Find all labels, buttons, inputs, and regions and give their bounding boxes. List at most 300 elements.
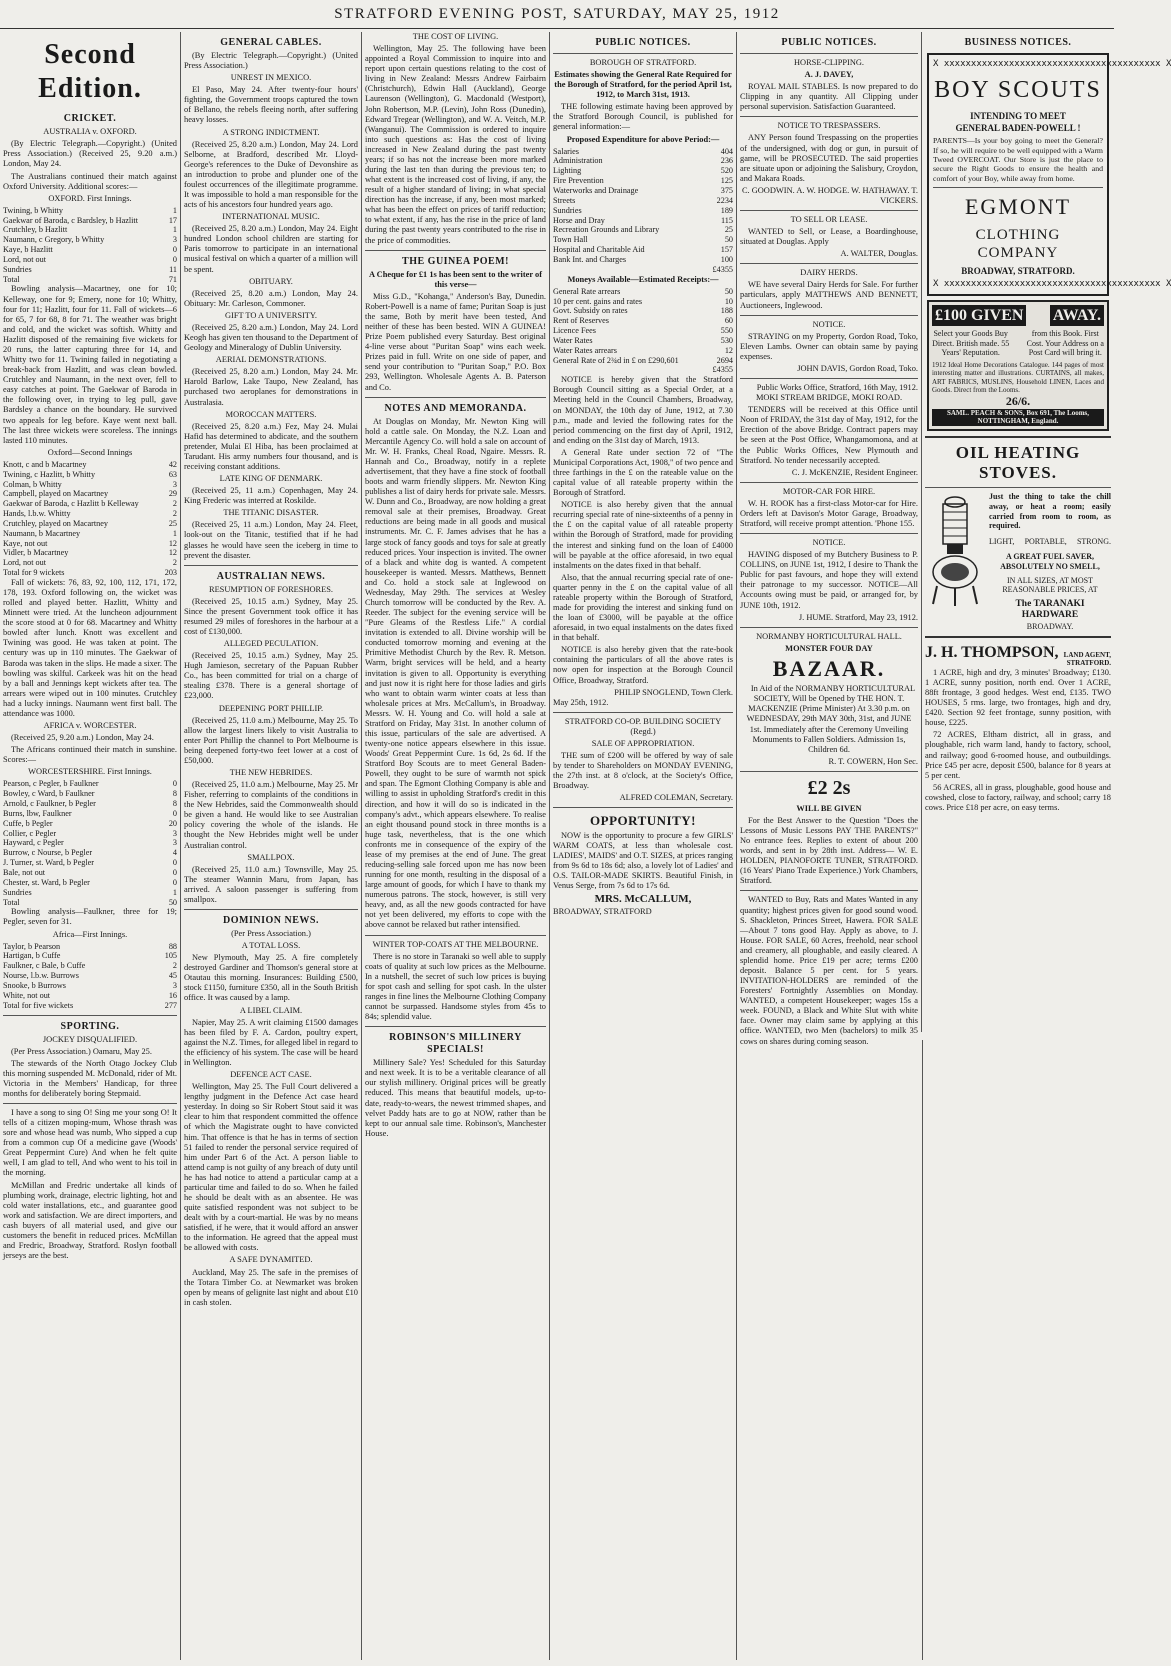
paragraph: NOTICE is also hereby given that the rate-book containing the particulars of all the above rates is now open for inspection at the Borough Council Office, Broadway, Stratford. xyxy=(553,645,733,685)
subheading: A Cheque for £1 1s has been sent to the writer of this verse— xyxy=(369,269,542,289)
ad-title: CLOTHING COMPANY xyxy=(975,227,1061,262)
thompson-header xyxy=(925,643,1111,668)
table-row xyxy=(553,235,733,245)
player: Crutchley, played on Macartney xyxy=(3,518,108,528)
byline: (Per Press Association.) Oamaru, May 25. xyxy=(11,1046,152,1056)
player: Total for five wickets xyxy=(3,1000,74,1010)
item: Rent of Reserves xyxy=(553,316,609,326)
runs: 50 xyxy=(168,897,177,907)
item: Horse and Dray xyxy=(553,215,605,225)
subheading: DEEPENING PORT PHILLIP. xyxy=(218,703,324,713)
divider xyxy=(553,712,733,713)
ad-address: SAML. PEACH & SONS, Box 691, The Looms, NOTTINGHAM, England. xyxy=(932,409,1104,426)
ad-feature: ABSOLUTELY NO SMELL, xyxy=(1000,561,1100,571)
player: Gaekwar of Baroda, c Hazlitt b Kelleway xyxy=(3,499,139,509)
runs: 0 xyxy=(172,245,177,255)
table-row xyxy=(553,265,733,275)
divider xyxy=(740,315,918,316)
scorecard xyxy=(3,779,177,907)
address: BROADWAY, STRATFORD xyxy=(553,906,652,916)
ad-title: BOY SCOUTS xyxy=(934,76,1102,103)
player: Hayward, c Pegler xyxy=(3,838,64,848)
player: Cuffe, b Pegler xyxy=(3,818,53,828)
score-row xyxy=(3,548,177,558)
table-row xyxy=(553,245,733,255)
runs: 17 xyxy=(168,215,177,225)
scorecard xyxy=(3,942,177,1011)
runs: 105 xyxy=(164,951,177,961)
paragraph: (Received 25, 11 a.m.) London, May 24. Fleet, look-out on the Titanic, testified that if he had glasses he would have seen the iceberg in time to prevent the disaster. xyxy=(184,520,358,560)
item: Lighting xyxy=(553,166,582,176)
player: Burns, lbw, Faulkner xyxy=(3,808,72,818)
peach-ad xyxy=(927,300,1109,431)
subheading: MONSTER FOUR DAY xyxy=(785,643,873,653)
column-4 xyxy=(550,32,736,1660)
player: Total for 9 wickets xyxy=(3,568,65,578)
scorecard xyxy=(3,460,177,578)
subheading: A SAFE DYNAMITED. xyxy=(229,1255,313,1265)
player: Hands, l.b.w. Whitty xyxy=(3,509,71,519)
paragraph: (Received 25, 11.0 a.m.) Melbourne, May 25. To allow the largest liners likely to visit Australia to enter Port Phillip the channel to Port Melbourne is being deepened forty-two feet lower at a cost of £50,000. xyxy=(184,715,358,765)
runs: 3 xyxy=(172,838,177,848)
paragraph: The Africans continued their match in sunshine. Scores:— xyxy=(3,745,177,765)
runs: 20 xyxy=(168,818,177,828)
score-row xyxy=(3,971,177,981)
receipts-table xyxy=(553,287,733,376)
player: Gaekwar of Baroda, c Bardsley, b Hazlitt xyxy=(3,215,138,225)
paragraph: THE sum of £200 will be offered by way of sale by tender to Shareholders on MONDAY EVENING, the 27th inst. at 8 o'clock, at the Society's Office, Broadway. xyxy=(553,751,733,791)
subheading: NORMANBY HORTICULTURAL HALL. xyxy=(756,631,902,641)
paragraph: In Aid of the NORMANBY HORTICULTURAL SOCIETY, Will be Opened by THE HON. T. MACKENZIE (Prime Minister) At 3.30 p.m. on WEDNESDAY, 29th MAY 30th, 31st, and JUNE 1st. Immediately after the Ceremony Unveiling Monuments to Fallen Soldiers. Admission 1s, Children 6d. xyxy=(746,684,916,754)
divider xyxy=(184,565,358,566)
section-heading: CRICKET. xyxy=(63,113,117,125)
score-row xyxy=(3,951,177,961)
table-row xyxy=(553,216,733,226)
runs: 11 xyxy=(169,264,177,274)
runs: 2 xyxy=(172,499,177,509)
subheading: A STRONG INDICTMENT. xyxy=(222,127,320,137)
item: Administration xyxy=(553,156,603,166)
amount: 100 xyxy=(720,254,733,264)
byline: (By Electric Telegraph.—Copyright.) (United Press Association.) xyxy=(184,51,358,71)
signature: A. WALTER, Douglas. xyxy=(840,249,918,259)
player: Naumann, b Macartney xyxy=(3,528,81,538)
runs: 203 xyxy=(164,568,177,578)
subheading: DAIRY HERDS. xyxy=(800,268,858,278)
runs: 4 xyxy=(172,848,177,858)
score-row xyxy=(3,265,177,275)
score-row xyxy=(3,809,177,819)
runs: 1 xyxy=(172,225,177,235)
item: Sundries xyxy=(553,205,582,215)
section-heading: AUSTRALIAN NEWS. xyxy=(216,570,326,582)
amount: 530 xyxy=(720,335,733,345)
player: White, not out xyxy=(3,990,51,1000)
column-divider xyxy=(922,1040,923,1660)
player: Bale, not out xyxy=(3,868,46,878)
runs: 42 xyxy=(168,459,177,469)
amount: 550 xyxy=(720,326,733,336)
paragraph: (Received 25, 8.20 a.m.) Fez, May 24. Mulai Hafid has determined to abdicate, and the southern pretender, Mulai El Hiba, has been proclaimed at Tarudant. His army numbers four thousand, and is receiving constant additions. xyxy=(184,421,358,471)
subheading: THE TITANIC DISASTER. xyxy=(223,508,319,518)
runs: 29 xyxy=(168,489,177,499)
player: Snooke, b Burrows xyxy=(3,981,66,990)
runs: 277 xyxy=(164,1000,177,1010)
divider xyxy=(553,53,733,54)
item: Licence Fees xyxy=(553,326,596,336)
byline: (Per Press Association.) xyxy=(231,929,311,939)
divider xyxy=(740,627,918,628)
divider xyxy=(740,378,918,379)
ad-title: AWAY. xyxy=(1050,305,1104,326)
divider xyxy=(365,935,546,936)
paragraph: WE have several Dairy Herds for Sale. For further particulars, apply MATTHEWS AND BENNETT, Auctioneers, Inglewood. xyxy=(740,280,918,310)
amount: £4355 xyxy=(712,264,733,274)
paragraph: (Received 25, 8.20 a.m.) London, May 24. Eight hundred London school children are starting for Paris tomorrow to participate in an international musical festival on which a quarter of a million will be spent. xyxy=(184,224,358,274)
item: Salaries xyxy=(553,146,579,156)
table-row xyxy=(553,326,733,336)
subheading: SALE OF APPROPRIATION. xyxy=(591,738,695,748)
paragraph: NOTICE is hereby given that the Stratford Borough Council sitting as a Special Order, at a Meeting held in the Council Chambers, Broadway, on MONDAY, the 10th day of June, 1912, at 7.30 p.m., made and levied the following rates for the period commencing on the first day of April, 1912, and ending on the 31st day of March, 1913. xyxy=(553,375,733,445)
runs: 1 xyxy=(172,887,177,897)
subheading: NOTICE TO TRESPASSERS. xyxy=(777,121,881,131)
table-row xyxy=(553,255,733,265)
divider xyxy=(740,53,918,54)
runs: 1 xyxy=(172,205,177,215)
subheading: GIFT TO A UNIVERSITY. xyxy=(225,310,317,320)
paragraph: Auckland, May 25. The safe in the premises of the Totara Timber Co. at Newmarket was broken open by means of gelignite last night and about £10 in cash stolen. xyxy=(184,1267,358,1307)
paragraph: Miss G.D., "Kohanga," Anderson's Bay, Dunedin. Robert-Powell is a name of fame; Puritan Soap is just the same, Both by merit have been tested, And neither of these has been bested. WIN A GUINEA! Prize Poem published every Saturday. Best original 4-line verse about "Puritan Soap" wins each week. Prizes paid in full. Write on one side of paper, and send your contribution to "Puritan Soap," P.O. Box 293, Wellington. Wholesale Agents A. B. Paterson and Co. xyxy=(365,291,546,392)
signature: ALFRED COLEMAN, Secretary. xyxy=(619,793,733,803)
amount: 2234 xyxy=(716,195,733,205)
player: Taylor, b Pearson xyxy=(3,941,61,951)
poem: I have a song to sing O! Sing me your song O! It tells of a citizen moping-mum, Whose thrash was sore and whose head was numb, Who sipped a cup from a common cup Of a medicine gave (Woods' Great Peppermint Cure) And when he felt quite well, I am glad to tell, And who went to his toil in the morning. xyxy=(3,1108,177,1178)
ad-text: 1912 Ideal Home Decorations Catalogue. 144 pages of most interesting matter and illustrations. CURTAINS, all makes, ART FABRICS, MUSLINS, Household LINEN, Laces and Goods. Direct from the Looms. xyxy=(932,360,1104,395)
subheading: MOROCCAN MATTERS. xyxy=(225,409,317,419)
score-row xyxy=(3,509,177,519)
ad-text: Just the thing to take the chill away, or heat a room; easily carried from room to room, as required. xyxy=(989,492,1111,531)
item: Govt. Subsidy on rates xyxy=(553,306,628,316)
column-5 xyxy=(737,32,921,1660)
score-row xyxy=(3,819,177,829)
player: Sundries xyxy=(3,264,32,274)
item xyxy=(553,265,707,275)
runs: 0 xyxy=(172,779,177,789)
subheading: Proposed Expenditure for above Period:— xyxy=(566,134,720,144)
oil-ad xyxy=(925,492,1111,631)
player: Kaye, not out xyxy=(3,538,48,548)
runs: 45 xyxy=(168,971,177,981)
player: Lord, not out xyxy=(3,558,46,568)
item: Streets xyxy=(553,195,576,205)
subheading: LATE KING OF DENMARK. xyxy=(219,474,323,484)
masthead: STRATFORD EVENING POST, SATURDAY, MAY 25, 1912 xyxy=(0,2,1114,29)
subheading: OXFORD. First Innings. xyxy=(48,193,132,203)
column-2 xyxy=(181,32,361,1660)
divider xyxy=(933,187,1103,188)
table-row xyxy=(553,306,733,316)
amount: 25 xyxy=(724,225,733,235)
player: Kaye, b Hazlitt xyxy=(3,245,53,255)
runs: 3 xyxy=(172,828,177,838)
section-heading: SPORTING. xyxy=(60,1020,120,1032)
runs: 0 xyxy=(172,808,177,818)
ad-header xyxy=(932,305,1104,326)
subheading: THE COST OF LIVING. xyxy=(412,32,499,41)
score-row xyxy=(3,878,177,888)
table-row xyxy=(553,147,733,157)
ad-title: £100 GIVEN xyxy=(932,305,1026,326)
section-heading: ROBINSON'S MILLINERY SPECIALS! xyxy=(389,1032,522,1056)
subheading: OBITUARY. xyxy=(249,276,293,286)
subheading: STRATFORD CO-OP. BUILDING SOCIETY (Regd.) xyxy=(564,716,722,736)
table-row xyxy=(553,156,733,166)
boy-scouts-ad xyxy=(927,53,1171,296)
runs: 3 xyxy=(172,479,177,489)
item: Hospital and Charitable Aid xyxy=(553,245,645,255)
item xyxy=(553,365,707,375)
table-row xyxy=(553,196,733,206)
paragraph: ANY Person found Trespassing on the properties of the undersigned, with dog or gun, in pursuit of game, will be PROSECUTED. The said properties are situate upon or adjoining the Salisbury, Croydon, and Makara Roads. xyxy=(740,133,918,183)
paragraph: (Received 25, 11.0 a.m.) Townsville, May 25. The steamer Wannin Maru, from Japan, has arrived. A saloon passenger is suffering from smallpox. xyxy=(184,864,358,904)
score-row xyxy=(3,245,177,255)
section-heading: PUBLIC NOTICES. xyxy=(781,37,877,48)
table-row xyxy=(553,336,733,346)
paragraph: NOTICE is also hereby given that the annual recurring special rate of nine-sixteenths of a penny in the £ on the capital value of all rateable property within the Borough of Stratford, made for providing the interest and sinking fund on the loan of £4000 will be payable at the office aforesaid, in two equal instalments on the dates fixed in that behalf. xyxy=(553,500,733,570)
divider xyxy=(740,771,918,772)
score-row xyxy=(3,206,177,216)
paragraph: W. H. ROOK has a first-class Motor-car for Hire. Orders left at Davison's Motor Garage, Broadway, Stratford, will receive prompt attention. 'Phone 155. xyxy=(740,498,918,528)
ad-title: OIL HEATING STOVES. xyxy=(955,442,1081,482)
score-row xyxy=(3,848,177,858)
player: Sundries xyxy=(3,887,32,897)
signature: JOHN DAVIS, Gordon Road, Toko. xyxy=(797,363,918,373)
subheading: ALLEGED PECULATION. xyxy=(223,639,319,649)
signature: C. GOODWIN. A. W. HODGE. W. HATHAWAY. T. VICKERS. xyxy=(741,185,918,205)
divider xyxy=(3,1103,177,1104)
score-row xyxy=(3,838,177,848)
table-row xyxy=(553,176,733,186)
item: Waterworks and Drainage xyxy=(553,186,639,195)
paragraph: (Received 25, 8.20 a.m.) London, May 24. Mr. Harold Barlow, Lake Taupo, New Zealand, has purchased two aeroplanes for demonstrations in Australasia. xyxy=(184,367,358,407)
paragraph: For the Best Answer to the Question "Does the Lessons of Music Lessons PAY THE PARENTS?" No entrance fees. Replies to extent of about 200 words, and sent in by 28th inst. Address— W. E. HOLDEN, PIANOFORTE TUNER, STRATFORD. (16 Years' Piano Trade Experience.) York Chambers, Stratford. xyxy=(740,815,918,886)
ad-subtitle: INTENDING TO MEET xyxy=(970,110,1066,121)
runs: 3 xyxy=(172,981,177,990)
item: Fire Prevention xyxy=(553,176,604,186)
score-row xyxy=(3,480,177,490)
table-row xyxy=(553,206,733,216)
score-row xyxy=(3,779,177,789)
divider xyxy=(925,436,1111,438)
runs: 88 xyxy=(168,941,177,951)
table-row xyxy=(553,186,733,196)
column-1 xyxy=(0,32,180,1660)
subheading: JOCKEY DISQUALIFIED. xyxy=(42,1034,138,1044)
amount: 236 xyxy=(720,156,733,166)
signature: J. HUME. Stratford, May 23, 1912. xyxy=(798,612,918,622)
item: Water Rates arrears xyxy=(553,345,617,355)
subheading: AERIAL DEMONSTRATIONS. xyxy=(215,355,327,365)
runs: 12 xyxy=(168,538,177,548)
ad-address: BROADWAY. xyxy=(1026,621,1074,631)
paragraph: (Received 25, 11 a.m.) Copenhagen, May 24. King Frederic was interred at Roskilde. xyxy=(184,486,358,506)
runs: 25 xyxy=(168,518,177,528)
ad-heading: OPPORTUNITY! xyxy=(590,813,696,829)
score-row xyxy=(3,961,177,971)
prize-amount: £2 2s xyxy=(807,776,851,799)
player: Twining, c Hazlitt, b Whitty xyxy=(3,469,96,479)
paragraph: Bowling analysis—Faulkner, three for 19; Pegler, seven for 31. xyxy=(3,907,177,927)
paragraph: The stewards of the North Otago Jockey Club this morning suspended M. McDonald, rider of Mt. Victoria in the Members' Handicap, for three months for deliberately boring Stepmaid. xyxy=(3,1058,177,1098)
player: Bowley, c Ward, b Faulkner xyxy=(3,789,95,799)
table-row xyxy=(553,356,733,366)
player: Chester, st. Ward, b Pegler xyxy=(3,877,90,887)
divider xyxy=(3,1015,177,1016)
score-row xyxy=(3,216,177,226)
score-row xyxy=(3,888,177,898)
player: Arnold, c Faulkner, b Pegler xyxy=(3,799,96,809)
paragraph: McMillan and Fredric undertake all kinds of plumbing work, drainage, electric lighting, hot and cold water installations, etc., and guarantee good work and satisfaction. We are direct importers, and cash buyers of all material used, and give our customers the benefit in reduced prices. McMillan and Fredric, Broadway, Stratford. Roslyn football jerseys are the best. xyxy=(3,1180,177,1261)
section-heading: GENERAL CABLES. xyxy=(220,37,322,48)
ad-title: EGMONT xyxy=(964,193,1072,219)
signature: C. J. McKENZIE, Resident Engineer. xyxy=(791,467,918,477)
amount: 188 xyxy=(720,306,733,316)
score-row xyxy=(3,991,177,1001)
paragraph: The Australians continued their match against Oxford University. Additional scores:— xyxy=(3,171,177,191)
player: Naumann, c Gregory, b Whitty xyxy=(3,235,105,245)
runs: 63 xyxy=(168,469,177,479)
score-row xyxy=(3,942,177,952)
amount: 10 xyxy=(724,296,733,306)
subheading: DEFENCE ACT CASE. xyxy=(230,1070,312,1080)
divider xyxy=(740,116,918,117)
subheading: BOROUGH OF STRATFORD. xyxy=(589,58,697,67)
paragraph: Also, that the annual recurring special rate of one-quarter penny in the £ on the capital value of all rateable property within the Borough of Stratford, made for providing the interest and sinking fund on the loan of £3000, will be payable at the office aforesaid, in two equal instalments on the dates fixed in that behalf. xyxy=(553,572,733,643)
paragraph: HAVING disposed of my Butchery Business to P. COLLINS, on JUNE 1st, 1912, I desire to Thank the Public for past favours, and hope they will extend their patronage to my successor. NOTICE—All Accounts owing must be paid, or arranged for, by JUNE 10th, 1912. xyxy=(740,550,918,610)
item: Town Hall xyxy=(553,235,588,245)
player: Vidler, b Macartney xyxy=(3,548,69,558)
item: Water Rates xyxy=(553,335,593,345)
runs: 0 xyxy=(172,858,177,868)
ad-text: from this Book. First Cost. Your Address on a Post Card will bring it. xyxy=(1026,329,1104,358)
signature: R. T. COWERN, Hon Sec. xyxy=(828,756,918,766)
subheading: TO SELL OR LEASE. xyxy=(790,215,868,225)
item: Bank Int. and Charges xyxy=(553,254,627,264)
subheading: Moneys Available—Estimated Receipts:— xyxy=(567,274,719,284)
divider xyxy=(740,533,918,534)
player: Knott, c and b Macartney xyxy=(3,459,87,469)
runs: 8 xyxy=(172,799,177,809)
paragraph: WANTED to Sell, or Lease, a Boardinghouse, situated at Douglas. Apply xyxy=(740,227,918,247)
subheading: WINTER TOP-COATS AT THE MELBOURNE. xyxy=(372,939,539,949)
amount: 12 xyxy=(724,345,733,355)
score-row xyxy=(3,829,177,839)
score-row xyxy=(3,539,177,549)
ad-text: Select your Goods Buy Direct. British made. 55 Years' Reputation. xyxy=(932,329,1010,358)
ad-signature: MRS. McCALLUM, xyxy=(594,893,692,906)
paragraph: (Received 25, 10.15 a.m.) Sydney, May 25. Hugh Jamieson, secretary of the Papuan Rubber Co., has been committed for trial on a charge of stealing £378. There is a general shortage of £23,000. xyxy=(184,651,358,701)
score-row xyxy=(3,558,177,568)
runs: 71 xyxy=(168,274,177,284)
player: J. Turner, st. Ward, b Pegler xyxy=(3,858,94,868)
runs: 16 xyxy=(168,990,177,1000)
ad-text: IN ALL SIZES, AT MOST REASONABLE PRICES, AT xyxy=(1002,575,1098,595)
amount: £4355 xyxy=(712,365,733,375)
subheading: UNREST IN MEXICO. xyxy=(230,73,312,83)
paragraph: Fall of wickets: 76, 83, 92, 100, 112, 171, 172, 178, 193. Oxford following on, the wicket was rolled and played better. Hazlitt, Whitty and Minnett were tried. At the luncheon adjournment the score stood at 0 for 68. Macartney and Whitty bowled after lunch. Knott was excellent and Twining was good. He was taken at point. The century was up in 110 minutes. The Gaekwar of Baroda was taken in the slips. He made a sixer. The bowling was skilful. Carkeek was hit on the head by a ball and Jennings kept wickets after tea. The arrears were wiped out in 100 minutes. Crutchley had a lucky innings. Naumann went first ball. The attendance was 1000. xyxy=(3,577,177,718)
paragraph: 72 ACRES, Eltham district, all in grass, and ploughable, rich warm land, handy to factory, school, and railway; good 6-roomed house, and outbuildings. Price £45 per acre, deposit £500, balance for 8 years at 5 per cent. xyxy=(925,730,1111,780)
score-row xyxy=(3,235,177,245)
score-row xyxy=(3,255,177,265)
amount: 375 xyxy=(720,186,733,195)
stove-icon xyxy=(925,492,985,612)
score-row xyxy=(3,460,177,470)
ad-feature: STRONG. xyxy=(1076,536,1111,546)
player: Colman, b Whitty xyxy=(3,479,62,489)
amount: 50 xyxy=(724,235,733,245)
divider xyxy=(925,487,1111,488)
amount: 157 xyxy=(720,245,733,255)
expenditure-table xyxy=(553,147,733,275)
amount: 60 xyxy=(724,316,733,326)
ad-subtitle: GENERAL BADEN-POWELL ! xyxy=(955,123,1081,134)
bazaar-title: BAZAAR. xyxy=(772,655,886,681)
signature: PHILIP SNOGLEND, Town Clerk. xyxy=(614,687,733,697)
ad-body xyxy=(932,329,1104,358)
paragraph: (Received 25, 11.0 a.m.) Melbourne, May 25. Mr Fisher, referring to complaints of the conditions in the New Hebrides, said the Commonwealth should be given a hand. He would like to see Australian policy covering the whole of the islands. He thought the New Hebrides might well be under Australian control. xyxy=(184,780,358,850)
score-row xyxy=(3,1001,177,1011)
table-row xyxy=(553,287,733,297)
amount: 189 xyxy=(720,205,733,215)
ad-feature: A GREAT FUEL SAVER, xyxy=(1005,552,1095,562)
paragraph: 56 ACRES, all in grass, ploughable, good house and cowshed, close to factory, railway, and school; carry 18 cows. Price £18 per acre, on easy terms. xyxy=(925,782,1111,812)
subheading: A TOTAL LOSS. xyxy=(241,941,301,951)
column-3 xyxy=(362,32,549,1660)
divider xyxy=(553,807,733,808)
amount: 50 xyxy=(724,286,733,296)
amount: 2694 xyxy=(716,355,733,365)
table-row xyxy=(553,225,733,235)
ad-subtitle: LAND AGENT, STRATFORD. xyxy=(1063,651,1111,668)
item: 10 per cent. gains and rates xyxy=(553,296,643,306)
paragraph: TENDERS will be received at this Office until Noon of FRIDAY, the 31st day of May, 1912, for the Erection of the above Bridge. Contract papers may be seen at the Post Office, Whangamomona, and at the Public Works Offices, New Plymouth and Stratford. No tender necessarily accepted. xyxy=(740,405,918,465)
paragraph: A General Rate under section 72 of "The Municipal Corporations Act, 1908," of two pence and three farthings in the £ on the rateable value on the capital value of all rateable property within the Borough of Stratford. xyxy=(553,447,733,498)
scorecard xyxy=(3,206,177,285)
score-row xyxy=(3,568,177,578)
subheading: MOTOR-CAR FOR HIRE. xyxy=(782,486,876,496)
paragraph: NOW is the opportunity to procure a few GIRLS' WARM COATS, at less than wholesale cost. LADIES', MAIDS' and O.T. SIZES, at prices ranging from 9s 6d to 18s 6d; also, a lovely lot of Ladies' and O.S. TAILOR-MADE SKIRTS. Beautiful Finish, in Venus Serge, from 7s 6d to 17s 6d. xyxy=(553,830,733,891)
score-row xyxy=(3,225,177,235)
amount: 125 xyxy=(720,176,733,186)
runs: 2 xyxy=(172,509,177,519)
paragraph: (Received 25, 10.15 a.m.) Sydney, May 25. Since the present Government took office it has resumed 29 miles of foreshores in the harbour at a cost of £130,000. xyxy=(184,596,358,636)
paragraph: Wellington, May 25. The Full Court delivered a lengthy judgment in the Defence Act case heard yesterday. In doing so Sir Robert Stout said it was clear to him that respondent committed the offence of which the Magistrate ought to have convicted him. That offence is that he has in terms of section 51 failed to render the personal service required of him under Part 6 of the Act. A person liable to attend camp is not guilty of any breach of duty until he has had notice to attend a particular camp at a particular time and failed to do so. When he failed he should be dealt with as an absentee. He was quite satisfied respondent was not subject to be dealt with by a court-martial. He was by no means satisfied, if he were, that it would afford an answer to the information. He agreed that the appeal must be allowed with costs. xyxy=(184,1082,358,1253)
runs: 0 xyxy=(172,254,177,264)
divider xyxy=(925,636,1111,638)
paragraph: Bowling analysis—Macartney, one for 10; Kelleway, one for 9; Emery, none for 10; Whitty, four for 11; Hazlitt, four for 11. Fall of wickets—6 for 65, 7 for 68, 8 for 71. The weather was bright and cold, and the wicket was softish. Whitty and Hazlitt disposed of the remaining five wickets for 20 runs, the latter capturing three for 14, and Whitty two for 11. Twining failed in negotiating a break-back from Hazlitt, and was clean bowled. Crutchley and Naumann, in the next over, fell to easy catches at point. The Gaekwar of Baroda in the following over, in trying to leg pull, gave Bardsley a chance on the boundary. He survived two appeals for leg before. Kaye went next ball. The last three wickets were scoreless. The innings lasted 110 minutes. xyxy=(3,284,177,445)
player: Nourse, l.b.w. Burrows xyxy=(3,971,79,981)
score-row xyxy=(3,789,177,799)
ad-border: X xxxxxxxxxxxxxxxxxxxxxxxxxxxxxxxxxxxxxxxx X xyxy=(933,59,1171,69)
score-row xyxy=(3,858,177,868)
subheading: WILL BE GIVEN xyxy=(796,803,862,813)
subheading: WORCESTERSHIRE. First Innings. xyxy=(28,767,152,777)
subheading: THE NEW HEBRIDES. xyxy=(229,768,313,777)
score-row xyxy=(3,529,177,539)
ad-feature: LIGHT, xyxy=(989,536,1015,546)
subheading: AFRICA v. WORCESTER. xyxy=(43,721,137,731)
player: Twining, b Whitty xyxy=(3,205,63,215)
